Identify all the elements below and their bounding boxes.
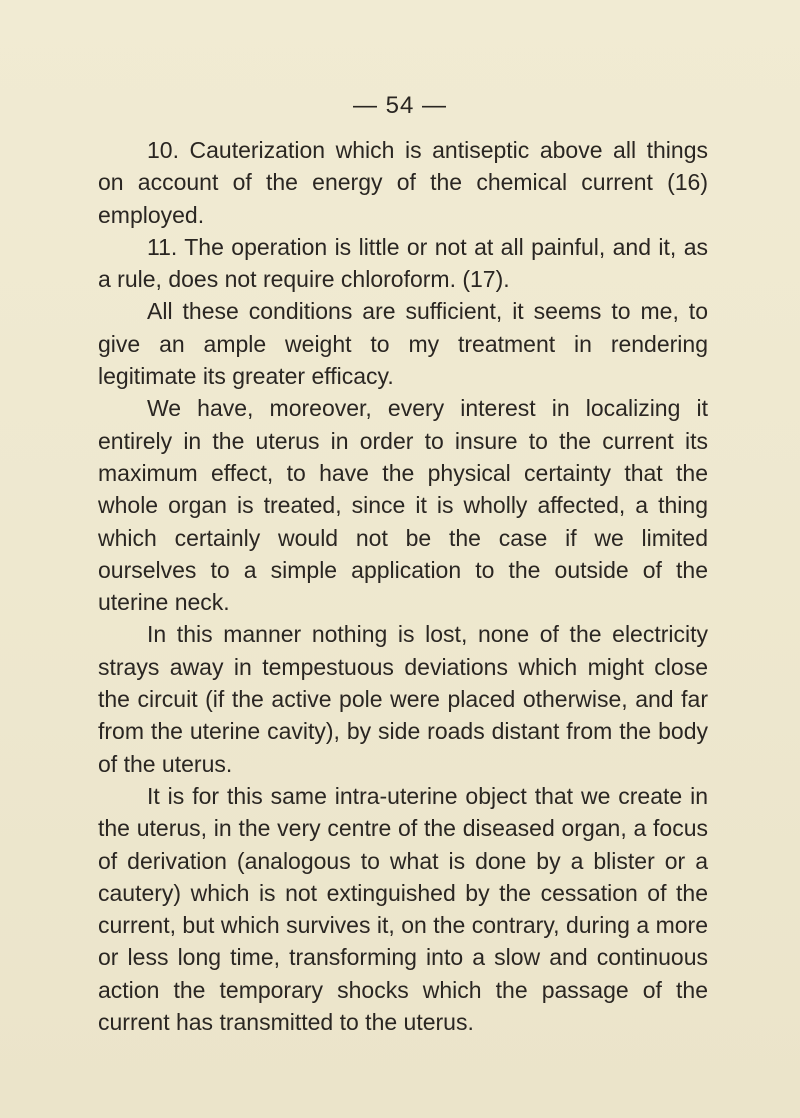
page-number: — 54 — [352,92,448,119]
body-text [98,134,708,1038]
paragraph-electricity: In this manner nothing is lost, none of the electricity strays away in tempestuous deviations which might close the circuit (if the active pole were placed otherwise, and far from the uterine cavity), by side roads distant from the body of the uterus. [98,621,708,777]
paragraph-localizing: We have, moreover, every interest in localizing it entirely in the uterus in order to insure to the current its maximum effect, to have the physical certainty that the whole organ is treated, since it is wholly affected, a thing which certainly would not be the case if we limited ourselves to a simple application to the outside of the uterine neck. [98,395,708,616]
paragraph-intra-uterine: It is for this same intra-uterine object that we create in the uterus, in the very centre of the diseased organ, a focus of derivation (analogous to what is done by a blister or a cautery) which is not extinguished by the cessation of the current, but which survives it, on the contrary, during a more or less long time, transforming into a slow and continuous action the temporary shocks which the passage of the current has transmitted to the uterus. [98,782,708,1036]
paragraph-item-11: 11. The operation is little or not at all painful, and it, as a rule, does not require chloroform. (17). [98,233,708,293]
paragraph-conditions: All these conditions are sufficient, it seems to me, to give an ample weight to my treatment in rendering legitimate its greater efficacy. [98,298,708,390]
paragraph-item-10: 10. Cauterization which is antiseptic above all things on account of the energy of the chemical current (16) employed. [98,137,708,228]
